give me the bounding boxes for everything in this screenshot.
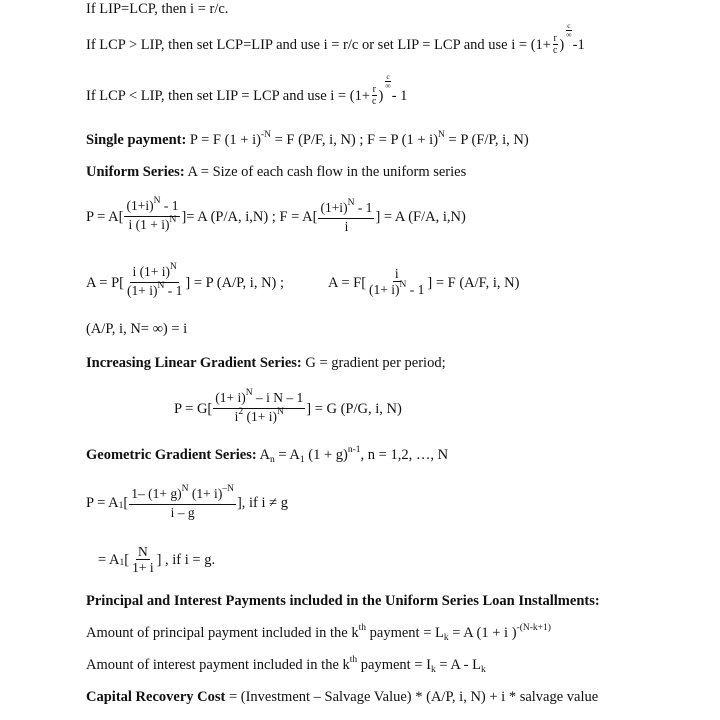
- fa-fraction: [318, 197, 374, 234]
- ap-infinity-line: [86, 320, 187, 338]
- lcp-greater-lip-text: If LCP > LIP, then set LCP=LIP and use i = r/c or set LIP = LCP and use i = (1+: [86, 36, 551, 53]
- fa-rhs: ] = A (F/A, i,N): [375, 208, 466, 225]
- gg-an: A: [256, 447, 271, 463]
- geo-pa-rhs: ], if i ≠ g: [236, 495, 288, 511]
- interest-text-c: = A - L: [435, 657, 481, 673]
- gg-a1: = A: [274, 447, 300, 463]
- geometric-pa-formula: [86, 486, 288, 520]
- pg-formula: [174, 390, 402, 427]
- geo-eq-lhs-sub: 1: [119, 557, 125, 568]
- geo-pa-lhs-sub: 1: [118, 501, 124, 511]
- single-payment-formula-c: = P (F/P, i, N): [444, 132, 529, 148]
- c-denominator-2: c: [372, 96, 377, 107]
- linear-gradient-label: Increasing Linear Gradient Series:: [86, 355, 302, 371]
- r-numerator-2: r: [372, 84, 376, 95]
- pa-denominator: i $(1 + i)^N$: [128, 215, 177, 232]
- ap-numerator: i $(1+ i)^N$: [130, 264, 178, 283]
- pg-numerator: $(1+ i)^N - i$ N – 1: [213, 390, 305, 409]
- af-lhs: A = F[: [328, 274, 367, 291]
- geo-eq-lhs: = A: [98, 551, 120, 568]
- pa-rhs: ]= A (P/A, i,N) ; F = A[: [181, 208, 318, 225]
- capital-recovery-label: Capital Recovery Cost: [86, 689, 226, 705]
- pg-fraction: [213, 390, 305, 427]
- ap-infinity-text: (A/P, i, N= ∞) = i: [86, 321, 188, 337]
- uniform-series-line: [86, 163, 466, 181]
- pa-numerator: $(1+i)^N - 1$: [124, 198, 180, 217]
- close-paren: ): [559, 36, 565, 53]
- exp-c-numerator: c: [567, 21, 571, 30]
- single-payment-formula-b: = F (P/F, i, N) ; F = P (1 + i): [270, 132, 439, 148]
- af-numerator: i: [394, 265, 399, 281]
- geo-pa-bracket: [: [123, 495, 129, 511]
- single-payment-exp-1: -N: [260, 130, 271, 140]
- uniform-series-label: Uniform Series:: [86, 164, 185, 180]
- principal-text-a: Amount of principal payment included in the k: [86, 625, 359, 641]
- geo-eq-rhs: ] , if i = g.: [156, 551, 216, 568]
- lip-equals-lcp-line: [86, 0, 228, 18]
- interest-text-a: Amount of interest payment included in the k: [86, 657, 350, 673]
- geo-pa-denominator: i – g: [170, 505, 195, 520]
- af-rhs: ] = F (A/F, i, N): [427, 274, 520, 291]
- capital-recovery-line: [86, 688, 598, 706]
- gg-growth: (1 + g): [304, 447, 348, 463]
- af-denominator: $(1+ i)^N - 1$: [369, 279, 425, 297]
- interest-text-b: payment = I: [357, 657, 431, 673]
- principal-text-b: payment = L: [366, 625, 444, 641]
- uniform-pa-fa-formula: [86, 198, 466, 235]
- pa-fraction: [124, 198, 180, 235]
- pg-denominator: $i^2$ $(1+ i)^N$: [234, 407, 284, 424]
- geo-eq-numerator: N: [137, 544, 148, 559]
- interest-kth-sup: th: [349, 655, 358, 665]
- geo-eq-fraction: [130, 544, 156, 575]
- c-over-infinity-exponent-2: [384, 73, 391, 90]
- principal-interest-heading: [86, 592, 600, 610]
- exp-infinity-denominator-2: ∞: [385, 81, 391, 90]
- single-payment-exp-2: N: [438, 130, 445, 140]
- fa-numerator: $(1+i)^N - 1$: [318, 200, 374, 219]
- lcp-less-lip-text: If LCP < LIP, then set LIP = LCP and use i = (1+: [86, 87, 371, 104]
- single-payment-formula-a: P = F (1 + i): [186, 132, 261, 148]
- single-payment-line: [86, 131, 529, 151]
- r-numerator: r: [553, 33, 557, 44]
- ap-denominator: $(1+ i)^N - 1$: [127, 281, 183, 298]
- geometric-gradient-line: [86, 446, 448, 466]
- exp-c-numerator-2: c: [386, 72, 390, 81]
- c-denominator: c: [552, 45, 558, 56]
- uniform-series-text: A = Size of each cash flow in the uniform series: [184, 164, 467, 180]
- interest-ik-sub: k: [430, 665, 436, 675]
- interest-amount-line: [86, 656, 486, 676]
- ap-fraction: [125, 264, 184, 301]
- minus-one-2: - 1: [391, 87, 408, 104]
- single-payment-label: Single payment:: [86, 132, 187, 148]
- geometric-pa-equal-formula: [98, 544, 215, 575]
- capital-recovery-text: = (Investment – Salvage Value) * (A/P, i, N) + i * salvage value: [225, 689, 599, 705]
- gg-n-range: , n = 1,2, …, N: [360, 447, 449, 463]
- linear-gradient-line: [86, 354, 446, 372]
- lcp-greater-lip-line: [86, 21, 585, 56]
- r-over-c-fraction-2: [371, 84, 377, 107]
- ap-lhs: A = P[: [86, 274, 124, 291]
- principal-kth-sup: th: [358, 623, 367, 633]
- gg-growth-exp: n-1: [347, 445, 361, 455]
- principal-text-c: = A (1 + i ): [448, 625, 517, 641]
- uniform-ap-af-formula: [86, 264, 519, 301]
- pg-lhs: P = G[: [174, 400, 213, 417]
- geo-eq-denominator: 1+ i: [132, 560, 154, 575]
- linear-gradient-text: G = gradient per period;: [301, 355, 446, 371]
- pa-lhs: P = A[: [86, 208, 124, 225]
- c-over-infinity-exponent: [565, 22, 572, 39]
- geo-pa-numerator: 1– $(1+ g)^N$ $(1+ i)^{-N}$: [129, 486, 236, 505]
- principal-exp: -(N-k+1): [516, 623, 551, 633]
- minus-one: -1: [572, 36, 585, 53]
- gg-an-sub: n: [270, 455, 275, 465]
- fa-denominator: i: [344, 218, 349, 234]
- lip-equals-lcp-text: If LIP=LCP, then i = r/c.: [86, 1, 229, 17]
- principal-amount-line: [86, 624, 551, 644]
- geometric-gradient-label: Geometric Gradient Series:: [86, 447, 257, 463]
- close-paren-2: ): [378, 87, 384, 104]
- principal-lk-sub: k: [443, 633, 449, 643]
- pg-rhs: ] = G (P/G, i, N): [306, 400, 402, 417]
- interest-lk-sub: k: [480, 665, 486, 675]
- geo-pa-lhs: P = A: [86, 495, 119, 511]
- geo-pa-fraction: [129, 486, 236, 520]
- exp-infinity-denominator: ∞: [566, 30, 572, 39]
- geo-eq-bracket: [: [124, 551, 130, 568]
- af-fraction: [367, 266, 426, 300]
- r-over-c-fraction: [552, 33, 558, 56]
- ap-rhs: ] = P (A/P, i, N) ;: [185, 274, 285, 291]
- principal-interest-heading-text: Principal and Interest Payments included in the Uniform Series Loan Installments:: [86, 593, 600, 609]
- gg-a1-sub: 1: [299, 455, 305, 465]
- lcp-less-lip-line: [86, 72, 408, 107]
